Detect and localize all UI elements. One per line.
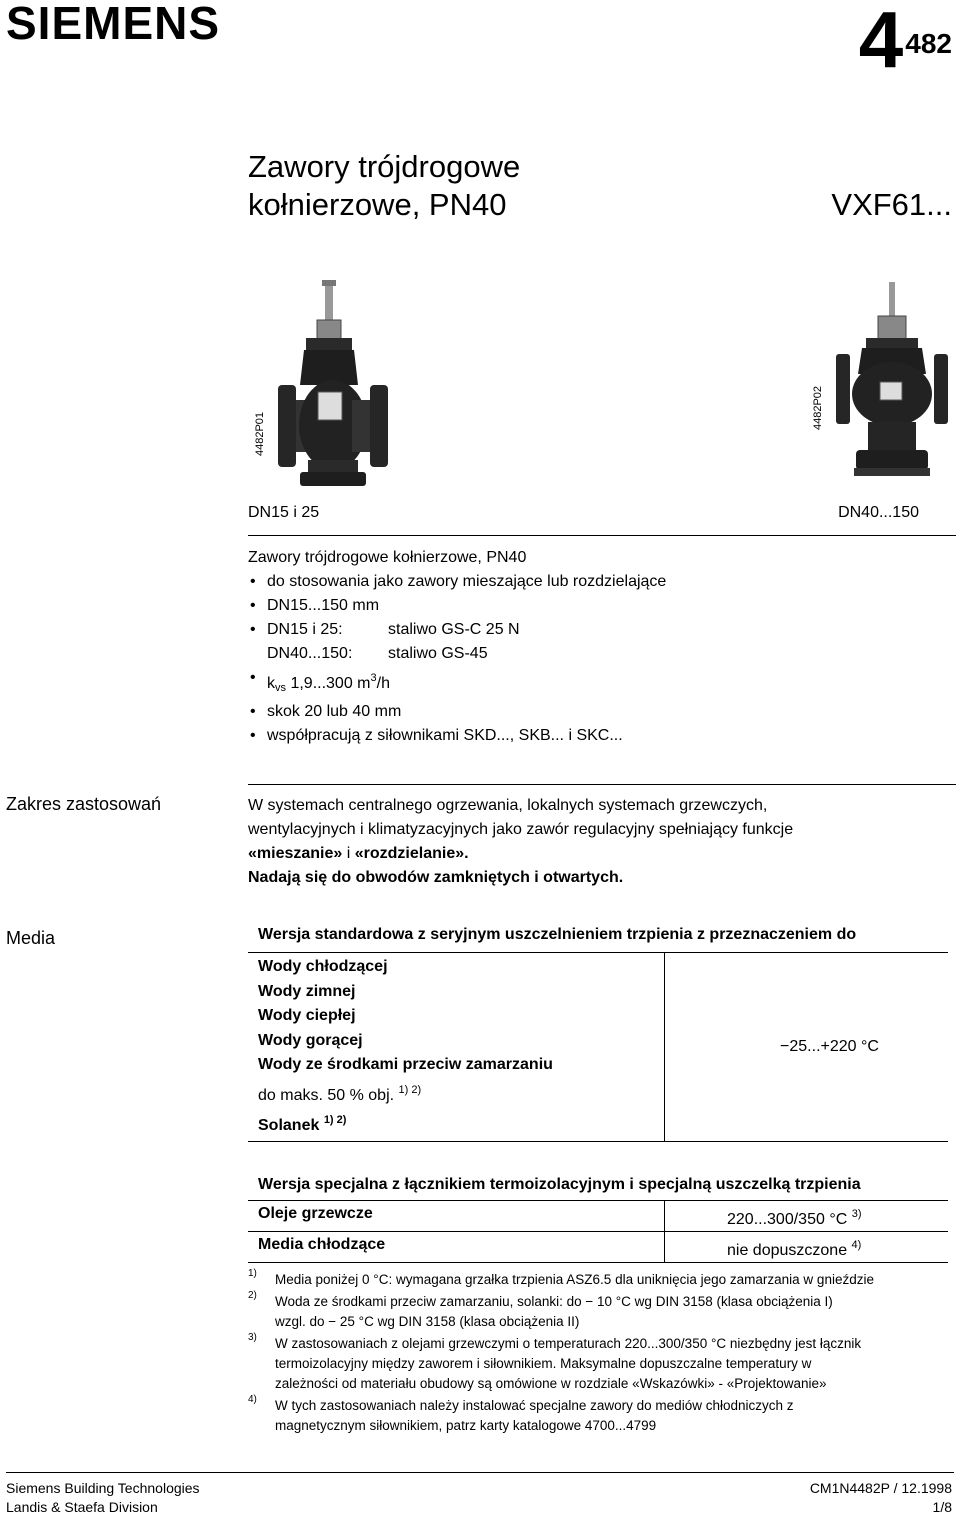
feature-item <box>248 618 666 666</box>
medium-item: Wody zimnej <box>258 982 356 1000</box>
feature-text: DN15...150 mm <box>267 597 380 614</box>
table-row <box>248 1232 948 1263</box>
section-label-media: Media <box>6 928 56 948</box>
footnote-line: magnetycznym siłownikiem, patrz karty katalogowe 4700...4799 <box>275 1418 657 1433</box>
feature-item <box>248 700 666 724</box>
medium-item: do maks. 50 % obj. <box>258 1086 395 1104</box>
valve-image-dn40-150 <box>832 282 952 487</box>
page-title <box>248 148 520 224</box>
footnote-number: 4) <box>248 1394 257 1405</box>
footer-company-line: Landis & Staefa Division <box>6 1499 158 1515</box>
standard-version-heading: Wersja standardowa z seryjnym uszczelnieniem trzpienia z przeznaczeniem do <box>258 926 857 943</box>
siemens-logo: SIEMENS <box>6 0 221 49</box>
value-text: 220...300/350 °C <box>727 1211 848 1228</box>
footnote-number: 1) <box>248 1268 257 1279</box>
image-code-2: 4482P02 <box>812 385 824 430</box>
value-cell <box>665 1201 949 1232</box>
footnote-line: Woda ze środkami przeciw zamarzaniu, solanki: do − 10 °C wg DIN 3158 (klasa obciążenia I) <box>275 1294 833 1309</box>
application-term: «mieszanie» <box>248 845 343 862</box>
footnote-ref: 1) 2) <box>398 1083 422 1096</box>
document-number-sup: 482 <box>905 28 952 59</box>
feature-text: DN40...150: <box>267 645 353 662</box>
application-line: Nadają się do obwodów zamkniętych i otwartych. <box>248 869 624 886</box>
feature-item <box>248 724 666 748</box>
footnote-line: zależności od materiału obudowy są omówione w rozdziale «Wskazówki» - «Projektowanie» <box>275 1376 827 1391</box>
medium-item: Wody chłodzącej <box>258 958 388 975</box>
footnote-line: W tych zastosowaniach należy instalować specjalne zawory do mediów chłodniczych z <box>275 1398 794 1413</box>
model-number: VXF61... <box>831 187 952 222</box>
temperature-range <box>665 953 949 1142</box>
valve-dn15-25-illustration <box>270 280 400 495</box>
value-text: nie dopuszczone <box>727 1242 848 1259</box>
table-row <box>248 1201 948 1232</box>
kvs-subscript: vs <box>275 682 286 694</box>
footnote <box>248 1292 958 1332</box>
divider <box>248 784 956 785</box>
footnote-line: termoizolacyjny między zaworem i siłownikiem. Maksymalne dopuszczalne temperatury w <box>275 1356 812 1371</box>
special-version-heading: Wersja specjalna z łącznikiem termoizolacyjnym i specjalną uszczelką trzpienia <box>258 1176 861 1193</box>
footnotes <box>248 1270 958 1438</box>
special-media-table <box>248 1200 948 1263</box>
footer-reference <box>810 1479 952 1517</box>
footnote <box>248 1396 958 1436</box>
image-caption-2: DN40...150 <box>838 504 919 521</box>
feature-item <box>248 666 666 700</box>
standard-media-table <box>248 952 948 1142</box>
footnote-ref: 1) 2) <box>323 1114 347 1126</box>
page-title-line2: kołnierzowe, PN40 <box>248 187 507 222</box>
footer-doc-ref: CM1N4482P / 12.1998 <box>809 1480 952 1496</box>
document-number-main: 4 <box>858 0 904 84</box>
footnote-ref: 4) <box>851 1239 862 1251</box>
image-caption-1: DN15 i 25 <box>248 504 320 521</box>
standard-media-list <box>248 953 665 1142</box>
footnote-number: 3) <box>248 1332 257 1343</box>
image-code-1: 4482P01 <box>254 411 266 456</box>
intro-section <box>248 546 666 748</box>
feature-text: współpracują z siłownikami SKD..., SKB... i SKC... <box>267 727 623 744</box>
application-line: i <box>342 845 355 862</box>
medium-cell: Oleje grzewcze <box>248 1201 665 1232</box>
superscript: 3 <box>370 672 377 684</box>
value-cell <box>665 1232 949 1263</box>
temperature-range-value: −25...+220 °C <box>780 1037 879 1055</box>
footnote-number: 2) <box>248 1290 257 1301</box>
medium-cell: Media chłodzące <box>248 1232 665 1263</box>
medium-item: Wody ciepłej <box>258 1007 356 1024</box>
footer-company <box>6 1479 200 1517</box>
medium-item: Wody ze środkami przeciw zamarzaniu <box>258 1056 553 1073</box>
application-term: «rozdzielanie». <box>354 845 469 862</box>
medium-item: Wody gorącej <box>258 1031 363 1049</box>
feature-text: /h <box>376 675 390 692</box>
feature-text: do stosowania jako zawory mieszające lub rozdzielające <box>267 573 667 590</box>
footnote-ref: 3) <box>851 1208 862 1220</box>
footnote <box>248 1334 958 1394</box>
valve-image-dn15-25 <box>270 280 400 495</box>
kvs-symbol: k <box>267 675 275 692</box>
section-label-application: Zakres zastosowań <box>6 794 162 814</box>
footnote-line: Media poniżej 0 °C: wymagana grzałka trzpienia ASZ6.5 dla uniknięcia jego zamarzania w gnieździe <box>275 1272 874 1287</box>
feature-text: staliwo GS-45 <box>388 645 488 662</box>
footer-page-number: 1/8 <box>932 1499 952 1515</box>
footnote-line: wzgl. do − 25 °C wg DIN 3158 (klasa obciążenia II) <box>275 1314 580 1329</box>
medium-item: Solanek <box>258 1117 320 1134</box>
application-text <box>248 794 948 890</box>
footnote <box>248 1270 958 1290</box>
footer-company-line: Siemens Building Technologies <box>6 1480 200 1496</box>
footnote-line: W zastosowaniach z olejami grzewczymi o temperaturach 220...300/350 °C niezbędny jest łącznik <box>275 1336 862 1351</box>
intro-heading: Zawory trójdrogowe kołnierzowe, PN40 <box>248 549 527 566</box>
application-line: W systemach centralnego ogrzewania, lokalnych systemach grzewczych, <box>248 797 768 814</box>
document-number <box>858 0 952 84</box>
divider <box>248 535 956 536</box>
application-line: wentylacyjnych i klimatyzacyjnych jako zawór regulacyjny spełniający funkcje <box>248 821 794 838</box>
feature-text: staliwo GS-C 25 N <box>388 621 520 638</box>
valve-dn40-150-illustration <box>832 282 952 487</box>
feature-item <box>248 570 666 594</box>
feature-list <box>248 570 666 748</box>
feature-text: DN15 i 25: <box>267 621 343 638</box>
footer-divider <box>6 1472 954 1473</box>
feature-text: skok 20 lub 40 mm <box>267 703 402 720</box>
page-title-line1: Zawory trójdrogowe <box>248 149 521 184</box>
feature-item <box>248 594 666 618</box>
feature-text: 1,9...300 m <box>286 675 371 692</box>
